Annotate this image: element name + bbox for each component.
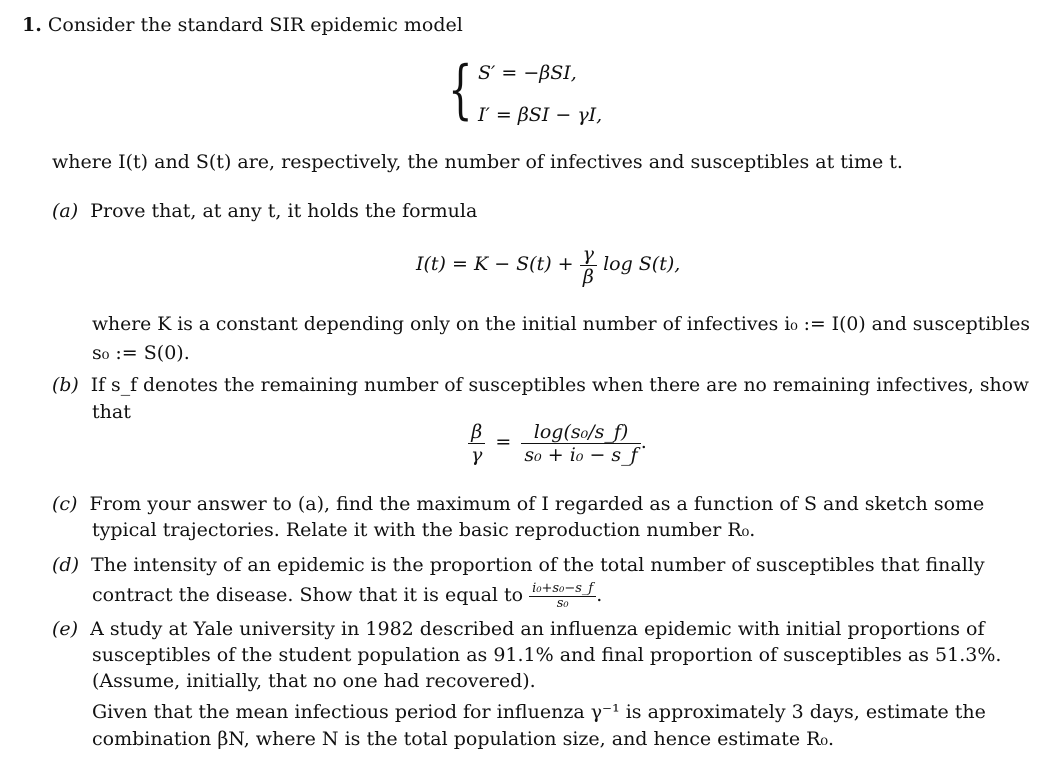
- formula-a-right: log S(t),: [603, 253, 681, 275]
- part-e-line1: [52, 616, 985, 642]
- part-a-after-line2: s₀ := S(0).: [92, 342, 190, 364]
- formula-b-rhs-num: log(s₀/s_f): [521, 421, 640, 444]
- part-d-line1: [52, 552, 985, 578]
- part-b-text: If s_f denotes the remaining number of susceptibles when there are no remaining infectives, show: [90, 375, 1030, 396]
- formula-a-left: I(t) = K − S(t) +: [416, 253, 574, 275]
- part-a-statement: [52, 198, 477, 224]
- part-e-line5: combination βN, where N is the total population size, and hence estimate R₀.: [92, 728, 835, 750]
- part-b-label: (b): [52, 375, 79, 396]
- part-e-line3: (Assume, initially, that no one had recovered).: [92, 670, 536, 692]
- part-d-line2-text: contract the disease. Show that it is equal to: [92, 584, 524, 606]
- equation-s-prime: S′ = −βSI,: [478, 62, 577, 84]
- problem-intro: Consider the standard SIR epidemic model: [47, 14, 463, 36]
- part-a-after-line1: where K is a constant depending only on the initial number of infectives i₀ := I(0) and susceptibles: [92, 314, 1030, 335]
- formula-b: $\frac{\beta}{\gamma}$ = $\frac{\text{log(s₀/s\_f)}}{\text{s₀ + i₀ − s\_f}}$ .: [468, 418, 647, 466]
- formula-a-frac-den: β: [582, 265, 594, 288]
- part-e-line4: Given that the mean infectious period for influenza γ⁻¹ is approximately 3 days, estimate the: [92, 701, 986, 723]
- formula-b-rhs-den: s₀ + i₀ − s_f: [524, 443, 638, 466]
- system-brace: {: [448, 53, 473, 127]
- formula-a-frac-num: γ: [580, 243, 597, 266]
- definition-text: where I(t) and S(t) are, respectively, the number of infectives and susceptibles at time t.: [52, 151, 903, 173]
- part-d-label: (d): [52, 554, 79, 576]
- part-a-text: Prove that, at any t, it holds the formula: [90, 200, 478, 222]
- part-e-text: A study at Yale university in 1982 described an influenza epidemic with initial proportions of: [90, 618, 985, 640]
- formula-a-fraction: [580, 243, 597, 288]
- intensity-frac-den: s₀: [556, 595, 569, 611]
- part-d-line2: contract the disease. Show that it is equal to $\frac{\text{i₀+s₀−s\_f}}{\text{s₀}}$ .: [92, 580, 603, 611]
- part-d-text: The intensity of an epidemic is the proportion of the total number of susceptibles that finally: [91, 554, 985, 576]
- part-c-line1: [52, 491, 984, 517]
- formula-b-lhs: [468, 421, 485, 466]
- part-e-label: (e): [52, 618, 79, 640]
- formula-a: [416, 242, 680, 288]
- part-a-label: (a): [52, 200, 79, 222]
- part-c-line2: typical trajectories. Relate it with the basic reproduction number R₀.: [92, 519, 756, 541]
- problem-header: [22, 12, 463, 38]
- part-e-line2: susceptibles of the student population as 91.1% and final proportion of susceptibles as 51.3%.: [92, 644, 1002, 666]
- part-b-line2: that: [92, 401, 131, 423]
- formula-b-lhs-den: γ: [471, 443, 483, 466]
- problem-number: 1.: [22, 14, 42, 36]
- part-c-label: (c): [52, 493, 78, 515]
- part-b-line1: [52, 373, 1029, 399]
- intensity-frac-num: i₀+s₀−s_f: [529, 582, 596, 597]
- intensity-fraction: [529, 582, 596, 611]
- formula-b-rhs: [521, 421, 640, 466]
- formula-b-lhs-num: β: [468, 421, 485, 444]
- part-c-text: From your answer to (a), find the maximum of I regarded as a function of S and sketch some: [89, 493, 985, 515]
- equation-i-prime: I′ = βSI − γI,: [478, 104, 603, 126]
